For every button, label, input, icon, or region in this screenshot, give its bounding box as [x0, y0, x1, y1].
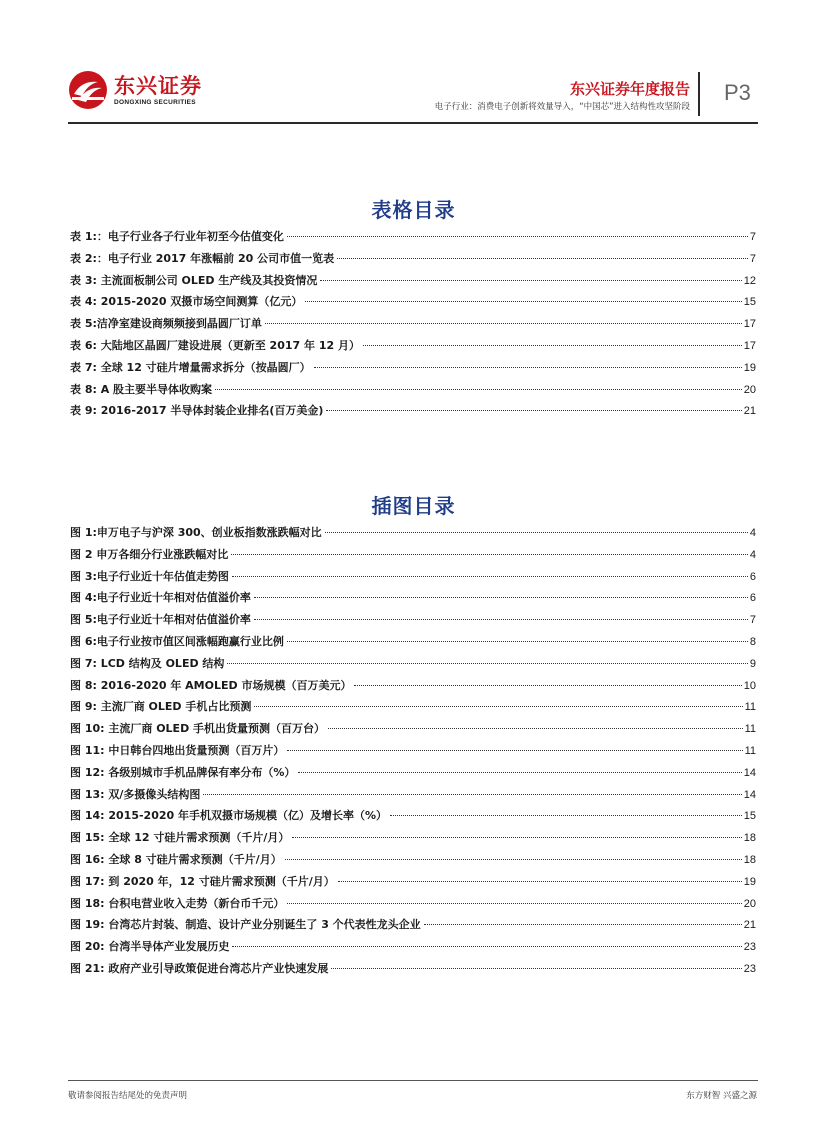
dot-leader	[254, 706, 742, 707]
dot-leader	[254, 597, 748, 598]
report-subtitle: 电子行业：消费电子创新将效量导入，“中国芯”进入结构性攻坚阶段	[434, 102, 690, 112]
figure-toc-entry[interactable]	[70, 655, 756, 677]
figure-toc-entry-page: 18	[743, 832, 756, 845]
figure-toc-entry[interactable]	[70, 960, 756, 982]
figure-toc-entry[interactable]	[70, 807, 756, 829]
table-toc-entry-page: 17	[743, 318, 756, 331]
footer-slogan: 东方财智 兴盛之源	[686, 1091, 757, 1101]
figure-toc-entry-label: 图 11: 中日韩台四地出货量预测（百万片）	[70, 743, 285, 757]
figure-toc-entry[interactable]	[70, 764, 756, 786]
figure-toc-entry-page: 23	[743, 962, 756, 975]
header-rule	[68, 122, 758, 124]
table-toc-entry[interactable]	[70, 337, 756, 359]
table-toc-entry[interactable]	[70, 250, 756, 272]
figure-toc-entry-label: 图 3:电子行业近十年估值走势图	[70, 569, 229, 583]
dot-leader	[203, 794, 741, 795]
dot-leader	[326, 410, 741, 411]
figure-toc-entry[interactable]	[70, 611, 756, 633]
table-toc-entry[interactable]	[70, 228, 756, 250]
dongxing-logo-icon	[68, 70, 108, 110]
dot-leader	[231, 554, 748, 555]
dot-leader	[320, 280, 741, 281]
figure-toc-entry-page: 6	[749, 570, 756, 583]
dot-leader	[285, 859, 742, 860]
figure-toc-entry-page: 4	[749, 548, 756, 561]
table-toc-entry[interactable]	[70, 272, 756, 294]
figure-toc-entry-page: 14	[743, 788, 756, 801]
dot-leader	[287, 750, 742, 751]
footer-disclaimer: 敬请参阅报告结尾处的免责声明	[68, 1091, 188, 1101]
dot-leader	[328, 728, 743, 729]
figure-toc-entry[interactable]	[70, 720, 756, 742]
figure-toc-entry-label: 图 6:电子行业按市值区间涨幅跑赢行业比例	[70, 634, 284, 648]
table-toc-entry-page: 21	[743, 405, 756, 418]
dot-leader	[287, 903, 741, 904]
table-toc-entry-page: 7	[749, 252, 756, 265]
figure-toc-entry-label: 图 20: 台湾半导体产业发展历史	[70, 940, 230, 954]
figure-toc-entry-label: 图 5:电子行业近十年相对估值溢价率	[70, 613, 251, 627]
figure-toc-entry[interactable]	[70, 895, 756, 917]
figure-toc-entry[interactable]	[70, 938, 756, 960]
figure-toc-entry-page: 14	[743, 766, 756, 779]
table-toc-entry-page: 15	[743, 296, 756, 309]
figure-toc-entry-label: 图 19: 台湾芯片封装、制造、设计产业分别诞生了 3 个代表性龙头企业	[70, 918, 421, 932]
table-toc-entry[interactable]	[70, 293, 756, 315]
table-toc-entry-label: 表 3: 主流面板制公司 OLED 生产线及其投资情况	[70, 273, 318, 287]
dot-leader	[424, 924, 742, 925]
logo-english-name: DONGXING SECURITIES	[114, 98, 196, 106]
dot-leader	[338, 881, 742, 882]
figure-toc-entry-label: 图 4:电子行业近十年相对估值溢价率	[70, 591, 251, 605]
figure-toc-entry-label: 图 8: 2016-2020 年 AMOLED 市场规模（百万美元）	[70, 678, 352, 692]
figure-toc-entry[interactable]	[70, 786, 756, 808]
table-toc-entry-page: 19	[743, 361, 756, 374]
figure-toc-entry-label: 图 15: 全球 12 寸硅片需求预测（千片/月）	[70, 831, 290, 845]
figure-toc-entry[interactable]	[70, 546, 756, 568]
tables-toc-list	[70, 228, 756, 424]
table-toc-entry-label: 表 1:：电子行业各子行业年初至今估值变化	[70, 230, 284, 243]
figure-toc-entry-page: 11	[744, 723, 756, 736]
figure-toc-entry-label: 图 18: 台积电营业收入走势（新台币千元）	[70, 896, 285, 910]
table-toc-entry-label: 表 7: 全球 12 寸硅片增量需求拆分（按晶圆厂）	[70, 360, 311, 374]
figures-toc-title: 插图目录	[371, 494, 456, 518]
table-toc-entry[interactable]	[70, 315, 756, 337]
table-toc-entry-page: 7	[749, 231, 756, 243]
figure-toc-entry[interactable]	[70, 698, 756, 720]
dot-leader	[227, 663, 747, 664]
figure-toc-entry[interactable]	[70, 916, 756, 938]
table-toc-entry[interactable]	[70, 402, 756, 424]
figure-toc-entry-page: 10	[743, 679, 756, 692]
figure-toc-entry-page: 18	[743, 853, 756, 866]
dot-leader	[265, 323, 742, 324]
table-toc-entry-label: 表 2:：电子行业 2017 年涨幅前 20 公司市值一览表	[70, 251, 335, 265]
table-toc-entry-label: 表 5:洁净室建设商频频接到晶圆厂订单	[70, 317, 262, 331]
table-toc-entry-label: 表 8: A 股主要半导体收购案	[70, 382, 213, 396]
header-divider	[698, 72, 700, 116]
figure-toc-entry-page: 15	[743, 810, 756, 823]
dot-leader	[314, 367, 742, 368]
table-toc-entry-label: 表 9: 2016-2017 半导体封装企业排名(百万美金)	[70, 404, 324, 418]
dot-leader	[287, 641, 748, 642]
figure-toc-entry-label: 图 9: 主流厂商 OLED 手机占比预测	[70, 700, 252, 714]
figure-toc-entry-label: 图 1:申万电子与沪深 300、创业板指数涨跌幅对比	[70, 526, 322, 539]
table-toc-entry-page: 20	[743, 383, 756, 396]
figure-toc-entry-label: 图 14: 2015-2020 年手机双摄市场规模（亿）及增长率（%）	[70, 809, 388, 823]
figure-toc-entry-page: 21	[743, 919, 756, 932]
figure-toc-entry-label: 图 2 申万各细分行业涨跌幅对比	[70, 547, 229, 561]
dot-leader	[305, 301, 741, 302]
figure-toc-entry-label: 图 13: 双/多摄像头结构图	[70, 787, 201, 801]
dot-leader	[232, 576, 748, 577]
figure-toc-entry[interactable]	[70, 524, 756, 546]
figure-toc-entry-page: 23	[743, 941, 756, 954]
dot-leader	[363, 345, 742, 346]
figure-toc-entry[interactable]	[70, 873, 756, 895]
figure-toc-entry-page: 7	[749, 614, 756, 627]
figure-toc-entry[interactable]	[70, 742, 756, 764]
table-toc-entry-page: 17	[743, 339, 756, 352]
figure-toc-entry-label: 图 12: 各级别城市手机品牌保有率分布（%）	[70, 765, 296, 779]
figure-toc-entry-page: 11	[744, 744, 756, 757]
dot-leader	[232, 946, 741, 947]
table-toc-entry-page: 12	[743, 274, 756, 287]
figure-toc-entry[interactable]	[70, 677, 756, 699]
dot-leader	[390, 815, 742, 816]
table-toc-entry-label: 表 6: 大陆地区晶圆厂建设进展（更新至 2017 年 12 月）	[70, 338, 360, 352]
logo-chinese-name: 东兴证券	[114, 73, 202, 98]
dot-leader	[292, 837, 741, 838]
figure-toc-entry[interactable]	[70, 851, 756, 873]
footer-rule	[68, 1080, 758, 1081]
table-toc-entry-label: 表 4: 2015-2020 双摄市场空间测算（亿元）	[70, 295, 303, 309]
figure-toc-entry-page: 6	[749, 592, 756, 605]
company-logo	[68, 68, 202, 112]
figure-toc-entry[interactable]	[70, 568, 756, 590]
page-number: P3	[724, 80, 751, 105]
figure-toc-entry-label: 图 7: LCD 结构及 OLED 结构	[70, 656, 225, 670]
dot-leader	[354, 685, 741, 686]
table-toc-entry[interactable]	[70, 381, 756, 403]
figure-toc-entry-label: 图 10: 主流厂商 OLED 手机出货量预测（百万台）	[70, 722, 326, 736]
dot-leader	[215, 389, 742, 390]
figure-toc-entry-label: 图 21: 政府产业引导政策促进台湾芯片产业快速发展	[70, 961, 329, 975]
figure-toc-entry-page: 20	[743, 897, 756, 910]
dot-leader	[298, 772, 741, 773]
figure-toc-entry-page: 4	[749, 527, 756, 539]
report-title: 东兴证券年度报告	[569, 80, 690, 98]
dot-leader	[337, 258, 748, 259]
figure-toc-entry-page: 9	[749, 657, 756, 670]
figures-toc-list	[70, 524, 756, 982]
dot-leader	[325, 532, 748, 533]
figure-toc-entry-page: 8	[749, 635, 756, 648]
figure-toc-entry-page: 19	[743, 875, 756, 888]
figure-toc-entry-label: 图 17: 到 2020 年，12 寸硅片需求预测（千片/月）	[70, 874, 335, 888]
figure-toc-entry[interactable]	[70, 829, 756, 851]
figure-toc-entry-label: 图 16: 全球 8 寸硅片需求预测（千片/月）	[70, 852, 282, 866]
figure-toc-entry[interactable]	[70, 589, 756, 611]
dot-leader	[331, 968, 741, 969]
tables-toc-title: 表格目录	[371, 198, 456, 222]
dot-leader	[254, 619, 748, 620]
table-toc-entry[interactable]	[70, 359, 756, 381]
figure-toc-entry[interactable]	[70, 633, 756, 655]
figure-toc-entry-page: 11	[744, 701, 756, 714]
dot-leader	[287, 236, 748, 237]
